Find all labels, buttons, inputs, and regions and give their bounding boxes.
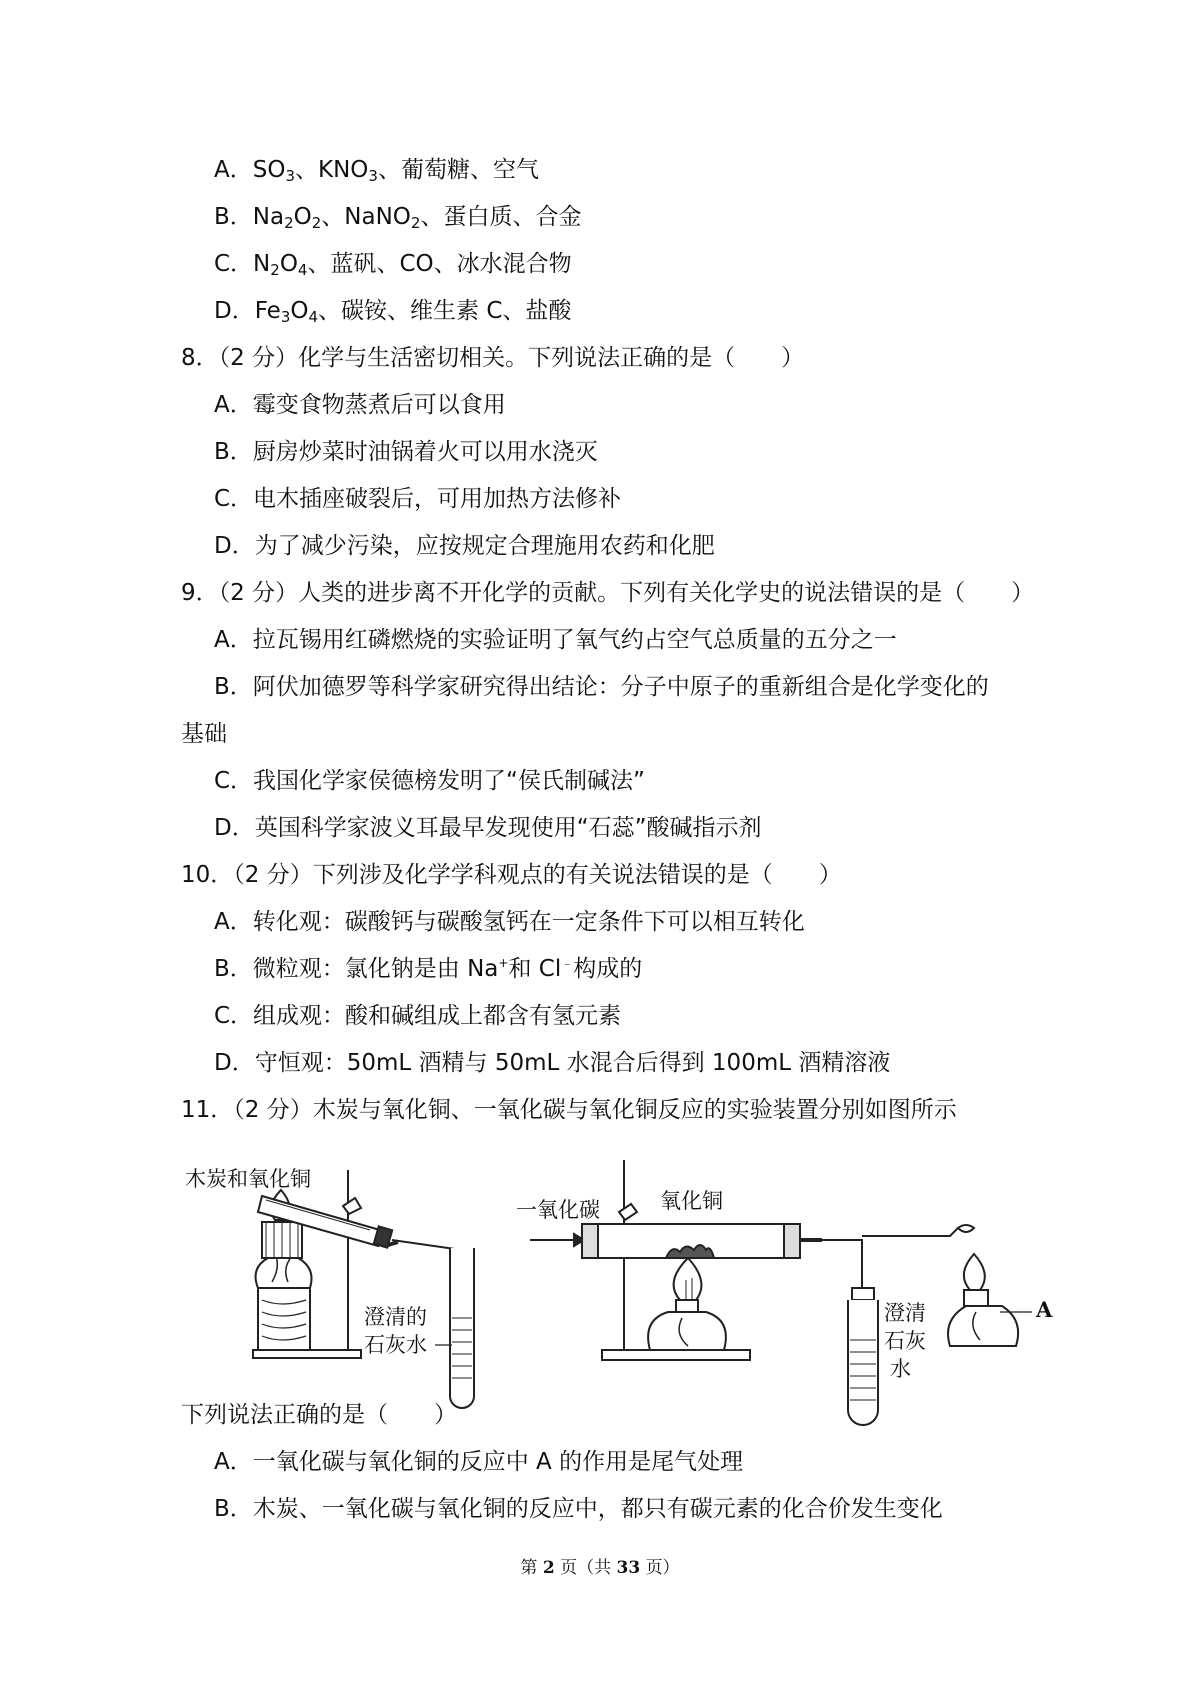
left-stand-base xyxy=(253,1350,361,1358)
page-number: 2 xyxy=(542,1558,555,1578)
q11-stem: 11．（2 分）木炭与氧化铜、一氧化碳与氧化铜反应的实验装置分别如图所示 xyxy=(181,1097,957,1123)
left-alcohol-lamp xyxy=(256,1258,312,1288)
q8-option-d: D．为了减少污染，应按规定合理施用农药和化肥 xyxy=(214,533,715,559)
q8-stem: 8．（2 分）化学与生活密切相关。下列说法正确的是（ ） xyxy=(181,345,805,371)
q7-option-c: C．$N_2O_4$、蓝矾、CO、冰水混合物 xyxy=(214,251,572,279)
total-pages: 33 xyxy=(616,1558,641,1578)
label-copper-oxide: 氧化铜 xyxy=(660,1189,723,1213)
q8-option-c: C．电木插座破裂后，可用加热方法修补 xyxy=(214,486,622,512)
q7-option-d: D．$Fe_3O_4$、碳铵、维生素 C、盐酸 xyxy=(214,298,572,326)
right-stand-base xyxy=(602,1350,750,1360)
label-right-limewater-3: 水 xyxy=(890,1357,911,1381)
q9-option-a: A．拉瓦锡用红磷燃烧的实验证明了氧气约占空气总质量的五分之一 xyxy=(214,627,897,653)
label-left-limewater-1: 澄清的 xyxy=(364,1305,427,1329)
wood-block xyxy=(258,1288,310,1350)
q10-option-c: C．组成观：酸和碱组成上都含有氢元素 xyxy=(214,1003,622,1029)
q11-lead: 下列说法正确的是（ ） xyxy=(181,1402,457,1428)
q11-option-a: A．一氧化碳与氧化铜的反应中 A 的作用是尾气处理 xyxy=(214,1449,744,1475)
q9-option-b-line1: B．阿伏加德罗等科学家研究得出结论：分子中原子的重新组合是化学变化的 xyxy=(214,674,989,700)
q11-option-b: B．木炭、一氧化碳与氧化铜的反应中，都只有碳元素的化合价发生变化 xyxy=(214,1496,943,1522)
q9-option-b-line2: 基础 xyxy=(181,721,227,747)
left-clamp xyxy=(343,1198,361,1214)
label-left-limewater-2: 石灰水 xyxy=(364,1333,427,1357)
q10-option-d: D．守恒观：50mL 酒精与 50mL 水混合后得到 100mL 酒精溶液 xyxy=(214,1050,891,1076)
q10-option-b: B．微粒观：氯化钠是由 Na+和 Cl﹣构成的 xyxy=(214,956,643,982)
q8-option-a: A．霉变食物蒸煮后可以食用 xyxy=(214,392,506,418)
label-carbon-monoxide: 一氧化碳 xyxy=(516,1198,600,1222)
q10-stem: 10．（2 分）下列涉及化学学科观点的有关说法错误的是（ ） xyxy=(181,862,842,888)
q9-option-d: D．英国科学家波义耳最早发现使用“石蕊”酸碱指示剂 xyxy=(214,815,762,841)
left-test-tube xyxy=(450,1248,474,1408)
q10-option-a: A．转化观：碳酸钙与碳酸氢钙在一定条件下可以相互转化 xyxy=(214,909,805,935)
q9-stem: 9．（2 分）人类的进步离不开化学的贡献。下列有关化学史的说法错误的是（ ） xyxy=(181,580,1035,606)
q8-option-b: B．厨房炒菜时油锅着火可以用水浇灭 xyxy=(214,439,598,465)
q7-option-a: A．$SO_3$、$KNO_3$、葡萄糖、空气 xyxy=(214,157,539,185)
q9-option-c: C．我国化学家侯德榜发明了“侯氏制碱法” xyxy=(214,768,645,794)
label-a: A xyxy=(1036,1297,1053,1322)
label-charcoal-copper-oxide: 木炭和氧化铜 xyxy=(185,1167,311,1191)
label-right-limewater-2: 石灰 xyxy=(884,1329,926,1353)
page-footer: 第 2 页（共 33 页） xyxy=(520,1558,680,1578)
label-right-limewater-1: 澄清 xyxy=(884,1301,926,1325)
q7-option-b: B．$Na_2O_2$、NaNO$_2$、蛋白质、合金 xyxy=(214,204,582,232)
right-test-tube xyxy=(848,1300,878,1425)
